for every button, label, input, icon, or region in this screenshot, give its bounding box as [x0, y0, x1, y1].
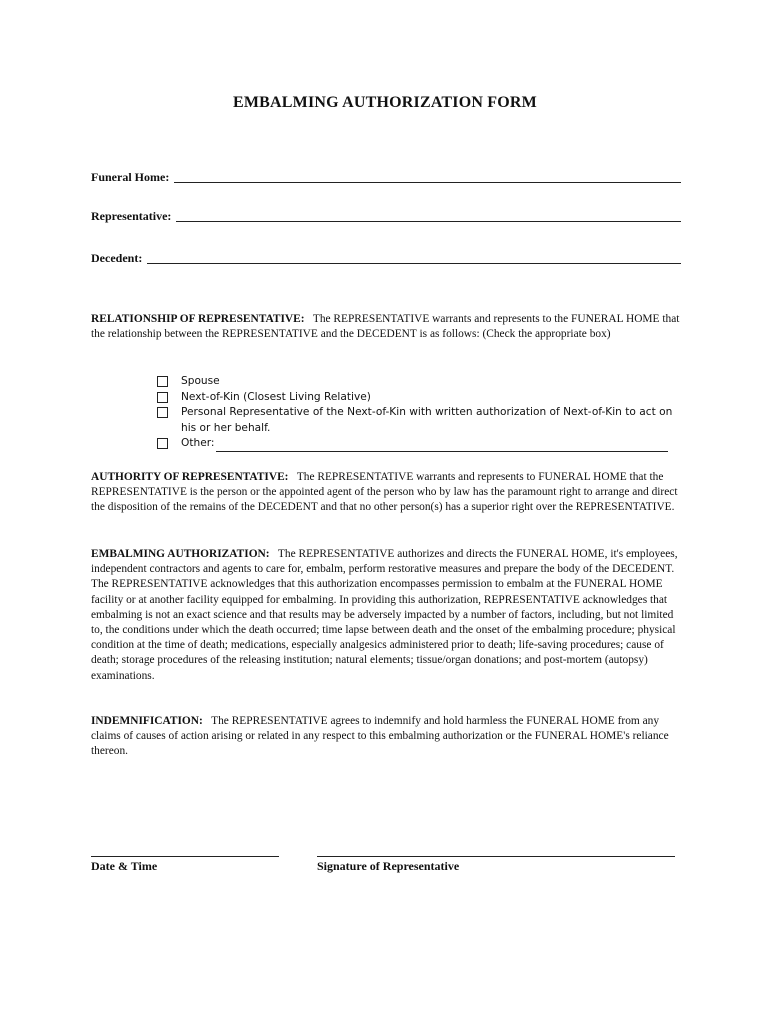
checkbox[interactable] — [157, 392, 168, 403]
indemnification-section — [91, 714, 681, 760]
funeral-home-field[interactable] — [91, 170, 681, 185]
decedent-line[interactable] — [147, 253, 681, 264]
checkbox[interactable] — [157, 407, 168, 418]
embalming-text: The REPRESENTATIVE authorizes and directs the FUNERAL HOME, it's employees, independent contractors and agents to care for, embalm, perform restorative measures and prepare the body of the DECEDENT. The REPRESENTATIVE acknowledges that this authorization encompasses permission to embalm at the FUNERAL HOME facility or at another facility equipped for embalming. In providing this authorization, REPRESENTATIVE acknowledges that embalming is not an exact science and that results may be adversely impacted by a number of factors, including, but not limited to, the conditions under which the death occurred; time lapse between death and the onset of the embalming procedure; physical condition at the time of death; medications, especially analgesics administered prior to death; life-saving procedures; cause of death; storage procedures of the releasing institution; natural elements; tissue/organ donations; and post-mortem (autopsy) examinations. — [91, 548, 678, 682]
relationship-heading: RELATIONSHIP OF REPRESENTATIVE: — [91, 313, 305, 325]
indemnification-heading: INDEMNIFICATION: — [91, 715, 203, 727]
embalming-section — [91, 547, 681, 684]
option-label: Spouse — [181, 375, 220, 387]
funeral-home-label: Funeral Home: — [91, 170, 170, 184]
authority-text: The REPRESENTATIVE warrants and represents to FUNERAL HOME that the REPRESENTATIVE is the person or the appointed agent of the person who by law has the paramount right to arrange and direct the disposition of the remains of the DECEDENT and that no other person(s) has a superior right over the REPRESENTATIVE. — [91, 471, 678, 514]
authority-heading: AUTHORITY OF REPRESENTATIVE: — [91, 471, 289, 483]
relationship-text: The REPRESENTATIVE warrants and represents to the FUNERAL HOME that the relationship between the REPRESENTATIVE and the DECEDENT is as follows: (Check the appropriate box) — [91, 313, 680, 341]
representative-line[interactable] — [176, 211, 681, 222]
form-title: EMBALMING AUTHORIZATION FORM — [233, 94, 537, 111]
checkbox[interactable] — [157, 376, 168, 387]
checkbox[interactable] — [157, 438, 168, 449]
authority-section — [91, 470, 681, 516]
indemnification-text: The REPRESENTATIVE agrees to indemnify and hold harmless the FUNERAL HOME from any claims of causes of action arising or related in any respect to this embalming authorization or the FUNERAL HOME's reliance thereon. — [91, 715, 669, 758]
option-next-of-kin[interactable] — [157, 390, 682, 406]
signature-label: Signature of Representative — [317, 859, 460, 873]
decedent-label: Decedent: — [91, 251, 143, 265]
date-time-label: Date & Time — [91, 859, 158, 873]
option-spouse[interactable] — [157, 374, 682, 390]
representative-label: Representative: — [91, 209, 172, 223]
representative-field[interactable] — [91, 209, 681, 224]
relationship-options — [157, 374, 682, 452]
option-label: Personal Representative of the Next-of-Kin with written authorization of Next-of-Kin to act on his or her behalf. — [181, 406, 673, 434]
option-other[interactable] — [157, 436, 682, 452]
date-time-line[interactable] — [91, 856, 279, 857]
option-personal-representative[interactable] — [157, 405, 682, 436]
embalming-heading: EMBALMING AUTHORIZATION: — [91, 548, 270, 560]
relationship-section — [91, 312, 681, 342]
decedent-field[interactable] — [91, 251, 681, 266]
signature-line[interactable] — [317, 856, 675, 857]
other-line[interactable] — [216, 441, 668, 452]
option-label: Next-of-Kin (Closest Living Relative) — [181, 390, 371, 403]
option-label: Other: — [181, 437, 215, 450]
funeral-home-line[interactable] — [174, 172, 681, 183]
